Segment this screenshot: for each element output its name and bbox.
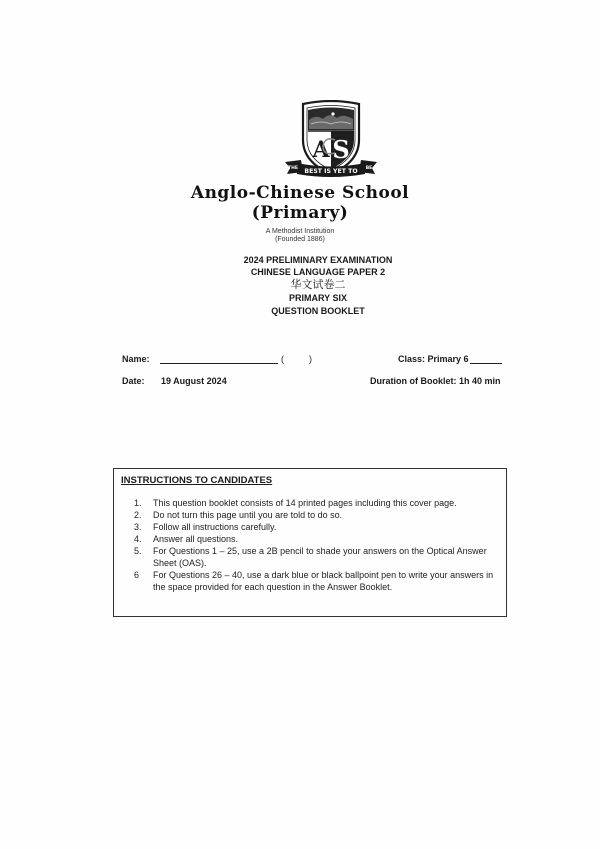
exam-subject-chinese: 华文试卷二	[290, 278, 346, 291]
exam-title: 2024 PRELIMINARY EXAMINATION	[243, 255, 393, 265]
svg-text:BE: BE	[365, 166, 373, 171]
class-field[interactable]	[470, 363, 502, 364]
school-crest-icon	[281, 100, 381, 180]
instructions-box	[113, 468, 507, 617]
instruction-text: Follow all instructions carefully.	[153, 522, 277, 532]
name-field[interactable]	[160, 363, 278, 364]
register-number-close-paren: )	[309, 354, 312, 364]
instruction-text: For Questions 26 – 40, use a dark blue or black ballpoint pen to write your answers in the space provided for each question in the Answer Booklet.	[153, 570, 494, 592]
instruction-text: This question booklet consists of 14 printed pages including this cover page.	[153, 498, 457, 508]
instructions-title: INSTRUCTIONS TO CANDIDATES	[121, 475, 273, 486]
instruction-text: Answer all questions.	[153, 534, 239, 544]
instruction-text: Do not turn this page until you are told to do so.	[153, 510, 343, 520]
instruction-number: 1.	[134, 498, 142, 508]
date-value: 19 August 2024	[161, 376, 227, 386]
instruction-item	[134, 533, 504, 545]
exam-subject: CHINESE LANGUAGE PAPER 2	[250, 267, 386, 277]
name-label: Name:	[122, 354, 150, 364]
instruction-item	[134, 545, 504, 569]
school-name: Anglo-Chinese School	[190, 183, 410, 203]
exam-level: PRIMARY SIX	[288, 293, 347, 303]
instruction-text: For Questions 1 – 25, use a 2B pencil to shade your answers on the Optical Answer Sheet (OAS).	[153, 546, 487, 568]
instruction-number: 4.	[134, 534, 142, 544]
booklet-type: QUESTION BOOKLET	[271, 306, 365, 316]
date-label: Date:	[122, 376, 145, 386]
register-number-open-paren: (	[281, 354, 284, 364]
svg-text:BEST IS YET TO: BEST IS YET TO	[304, 168, 358, 175]
svg-text:THE: THE	[288, 166, 298, 171]
instruction-number: 5.	[134, 546, 142, 556]
instruction-number: 2.	[134, 510, 142, 520]
instruction-item	[134, 569, 504, 593]
school-founded: (Founded 1886)	[275, 236, 325, 243]
instruction-number: 3.	[134, 522, 142, 532]
svg-text:A: A	[312, 137, 330, 163]
instructions-list	[134, 497, 504, 593]
svg-text:S: S	[332, 135, 350, 164]
instruction-number: 6	[134, 570, 140, 580]
class-label: Class: Primary 6	[398, 354, 469, 364]
instruction-item	[134, 497, 504, 509]
school-subtitle: (Primary)	[251, 203, 349, 223]
booklet-duration: Duration of Booklet: 1h 40 min	[370, 376, 501, 386]
instruction-item	[134, 521, 504, 533]
school-tagline: A Methodist Institution	[265, 228, 335, 235]
instruction-item	[134, 509, 504, 521]
